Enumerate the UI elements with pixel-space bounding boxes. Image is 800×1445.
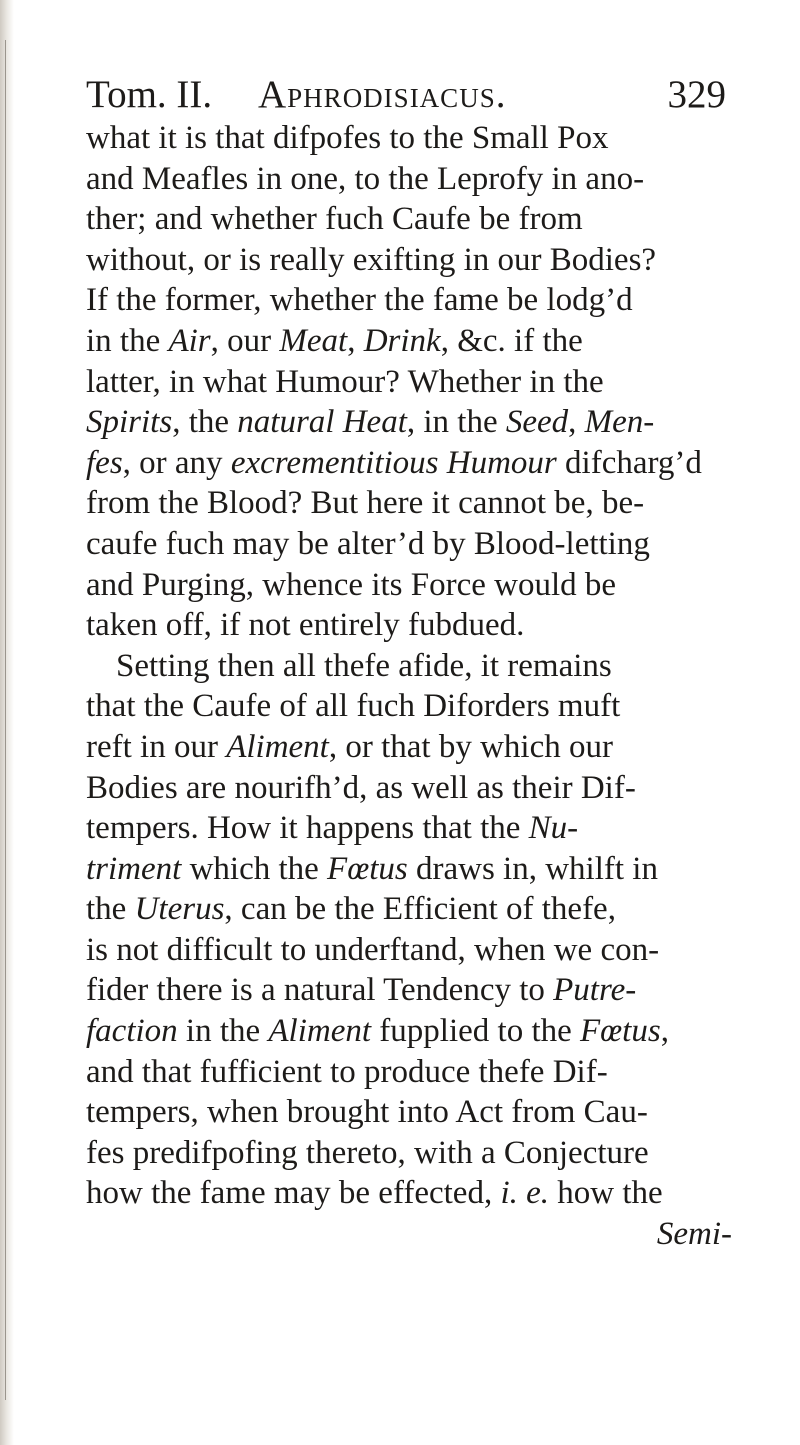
italic-text: Fœtus (580, 1013, 661, 1050)
text-run: that the Caufe of all fuch Diforders muft (86, 688, 621, 725)
text-line (86, 362, 736, 403)
text-run: fider there is a natural Tendency to (86, 972, 554, 1009)
text-line (86, 483, 736, 524)
text-line (86, 889, 736, 930)
italic-text: i. e. (500, 1175, 550, 1212)
text-run: from the Blood? But here it cannot be, be- (86, 485, 645, 522)
text-run: what it is that difpofes to the Small Pox (86, 120, 609, 156)
text-run: in the (86, 322, 169, 359)
text-run: which the (181, 850, 328, 887)
text-run: , the (172, 404, 238, 441)
text-line (86, 646, 736, 687)
text-line (86, 849, 736, 890)
italic-text: Meat (279, 322, 348, 359)
text-line (86, 970, 736, 1011)
text-line (86, 402, 736, 443)
italic-text: Fœtus (327, 850, 408, 887)
text-line (86, 240, 736, 281)
text-line (86, 565, 736, 606)
italic-text: Semi- (656, 1216, 732, 1253)
text-run: , (347, 322, 364, 359)
text-line (86, 1052, 736, 1093)
text-line (86, 159, 736, 200)
text-run: Setting then all thefe afide, it remains (116, 647, 612, 684)
text-run: Bodies are nourifh’d, as well as their Dif- (86, 769, 636, 806)
text-line (86, 118, 736, 159)
italic-text: Men- (584, 404, 655, 441)
text-line (86, 321, 736, 362)
text-run: taken off, if not entirely fubdued. (86, 607, 525, 644)
text-line (86, 1133, 736, 1174)
text-line (86, 1011, 736, 1052)
text-run: and that fufficient to produce thefe Dif- (86, 1053, 608, 1090)
text-line (86, 727, 736, 768)
italic-text: excrementitious Humour (230, 444, 557, 481)
italic-text: Uterus (134, 891, 225, 928)
text-run: latter, in what Humour? Whether in the (86, 363, 604, 400)
text-run: without, or is really exifting in our Bodies? (86, 241, 657, 278)
text-run: If the former, whether the fame be lodg’d (86, 282, 633, 319)
text-run: how the (549, 1175, 663, 1212)
text-run: , our (210, 322, 280, 359)
text-line (86, 686, 736, 727)
text-line (86, 524, 736, 565)
running-title: Aphrodisiacus. (258, 73, 507, 116)
text-line (86, 1092, 736, 1133)
catchword-line (86, 1214, 736, 1255)
text-run: tempers. How it happens that the (86, 810, 529, 847)
text-line (86, 199, 736, 240)
text-line (86, 1173, 736, 1214)
text-run: , or that by which our (328, 728, 613, 765)
text-run: fupplied to the (371, 1013, 581, 1050)
text-line (86, 808, 736, 849)
text-line (86, 605, 736, 646)
text-run: how the fame may be effected, (86, 1175, 501, 1212)
italic-text: Spirits (86, 404, 173, 441)
text-run: , (660, 1013, 669, 1050)
italic-text: Nu- (528, 810, 579, 847)
italic-text: triment (86, 850, 182, 887)
italic-text: faction (86, 1013, 178, 1050)
italic-text: fes (86, 444, 123, 481)
text-run: the (86, 891, 135, 928)
italic-text: Aliment (226, 728, 329, 765)
italic-text: Drink (363, 322, 441, 359)
text-run: fes predifpofing thereto, with a Conjecture (86, 1134, 649, 1171)
italic-text: Putre- (553, 972, 637, 1009)
text-line (86, 768, 736, 809)
volume-label: Tom. II. (86, 73, 213, 116)
text-run: caufe fuch may be alter’d by Blood-letting (86, 525, 650, 562)
body-text (86, 118, 736, 1255)
text-run: reft in our (86, 728, 227, 765)
text-run: , (568, 404, 585, 441)
text-line (86, 443, 736, 484)
text-line (86, 930, 736, 971)
text-run: draws in, whilft in (407, 850, 658, 887)
text-run: , &c. if the (440, 322, 583, 359)
text-run: difcharg’d (556, 444, 702, 481)
text-run: and Meafles in one, to the Leprofy in ano- (86, 160, 645, 197)
text-run: tempers, when brought into Act from Cau- (86, 1094, 648, 1131)
text-line (86, 280, 736, 321)
page-edge-line (5, 40, 6, 1400)
text-run: is not difficult to underftand, when we con- (86, 931, 660, 968)
italic-text: Aliment (268, 1013, 372, 1050)
text-run: , or any (122, 444, 231, 481)
text-run: in the (177, 1013, 269, 1050)
italic-text: natural Heat (237, 404, 407, 441)
text-run: and Purging, whence its Force would be (86, 566, 617, 603)
text-run: , in the (406, 404, 506, 441)
italic-text: Air (168, 322, 211, 359)
text-run: ther; and whether fuch Caufe be from (86, 201, 583, 238)
page-number: 329 (667, 73, 726, 116)
binding-shadow (0, 0, 14, 1445)
running-header (86, 72, 726, 118)
text-run: , can be the Efficient of thefe, (224, 891, 616, 928)
italic-text: Seed (505, 404, 569, 441)
